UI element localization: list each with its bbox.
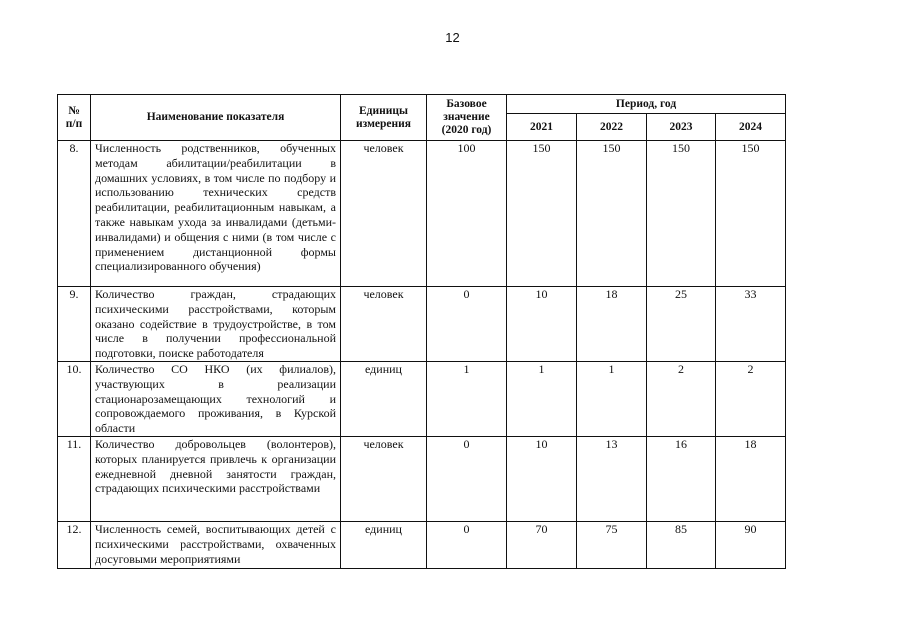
year-value: 18	[577, 287, 647, 362]
year-value: 150	[647, 141, 716, 287]
header-year: 2021	[507, 114, 577, 141]
unit-cell: человек	[341, 436, 427, 521]
year-value: 85	[647, 521, 716, 568]
year-value: 70	[507, 521, 577, 568]
indicator-name: Количество СО НКО (их филиалов), участвующих в реализации стационарозамещающих технологий и сопровождаемого проживания, в Курской области	[91, 361, 341, 436]
year-value: 75	[577, 521, 647, 568]
header-num: № п/п	[58, 95, 91, 141]
table-row	[58, 521, 786, 568]
row-number: 12.	[58, 521, 91, 568]
header-year: 2024	[716, 114, 786, 141]
year-value: 150	[716, 141, 786, 287]
header-unit: Единицы измерения	[341, 95, 427, 141]
year-value: 25	[647, 287, 716, 362]
unit-cell: единиц	[341, 361, 427, 436]
unit-cell: единиц	[341, 521, 427, 568]
year-value: 150	[507, 141, 577, 287]
base-value: 100	[427, 141, 507, 287]
indicator-name: Количество граждан, страдающих психическими расстройствами, которым оказано содействие в трудоустройстве, в том числе в получении профессиональной подготовки, поиске работодателя	[91, 287, 341, 362]
year-value: 33	[716, 287, 786, 362]
year-value: 2	[716, 361, 786, 436]
indicators-table	[57, 94, 786, 569]
base-value: 0	[427, 521, 507, 568]
base-value: 0	[427, 436, 507, 521]
year-value: 13	[577, 436, 647, 521]
indicator-name: Численность семей, воспитывающих детей с психическими расстройствами, охваченных досуговыми мероприятиями	[91, 521, 341, 568]
year-value: 1	[577, 361, 647, 436]
year-value: 150	[577, 141, 647, 287]
base-value: 1	[427, 361, 507, 436]
unit-cell: человек	[341, 287, 427, 362]
row-number: 8.	[58, 141, 91, 287]
table-row	[58, 287, 786, 362]
page-number: 12	[445, 30, 460, 45]
year-value: 1	[507, 361, 577, 436]
year-value: 16	[647, 436, 716, 521]
header-period: Период, год	[507, 95, 786, 114]
base-value: 0	[427, 287, 507, 362]
year-value: 2	[647, 361, 716, 436]
header-year: 2023	[647, 114, 716, 141]
row-number: 10.	[58, 361, 91, 436]
indicator-name: Численность родственников, обученных методам абилитации/реабилитации в домашних условиях, в том числе по подбору и использованию технических средств реабилитации, реабилитационным навыкам, а также навыкам ухода за инвалидами (детьми-инвалидами) и общения с ними (в том числе с применением дистанционной формы специализированного обучения)	[91, 141, 341, 287]
header-name: Наименование показателя	[91, 95, 341, 141]
indicator-name: Количество добровольцев (волонтеров), которых планируется привлечь к организации ежедневной дневной занятости граждан, страдающих психическими расстройствами	[91, 436, 341, 521]
row-number: 9.	[58, 287, 91, 362]
year-value: 18	[716, 436, 786, 521]
header-base: Базовое значение (2020 год)	[427, 95, 507, 141]
table-row	[58, 141, 786, 287]
year-value: 10	[507, 436, 577, 521]
table-row	[58, 361, 786, 436]
year-value: 10	[507, 287, 577, 362]
row-number: 11.	[58, 436, 91, 521]
header-year: 2022	[577, 114, 647, 141]
year-value: 90	[716, 521, 786, 568]
table-row	[58, 436, 786, 521]
unit-cell: человек	[341, 141, 427, 287]
header-row-1	[58, 95, 786, 114]
